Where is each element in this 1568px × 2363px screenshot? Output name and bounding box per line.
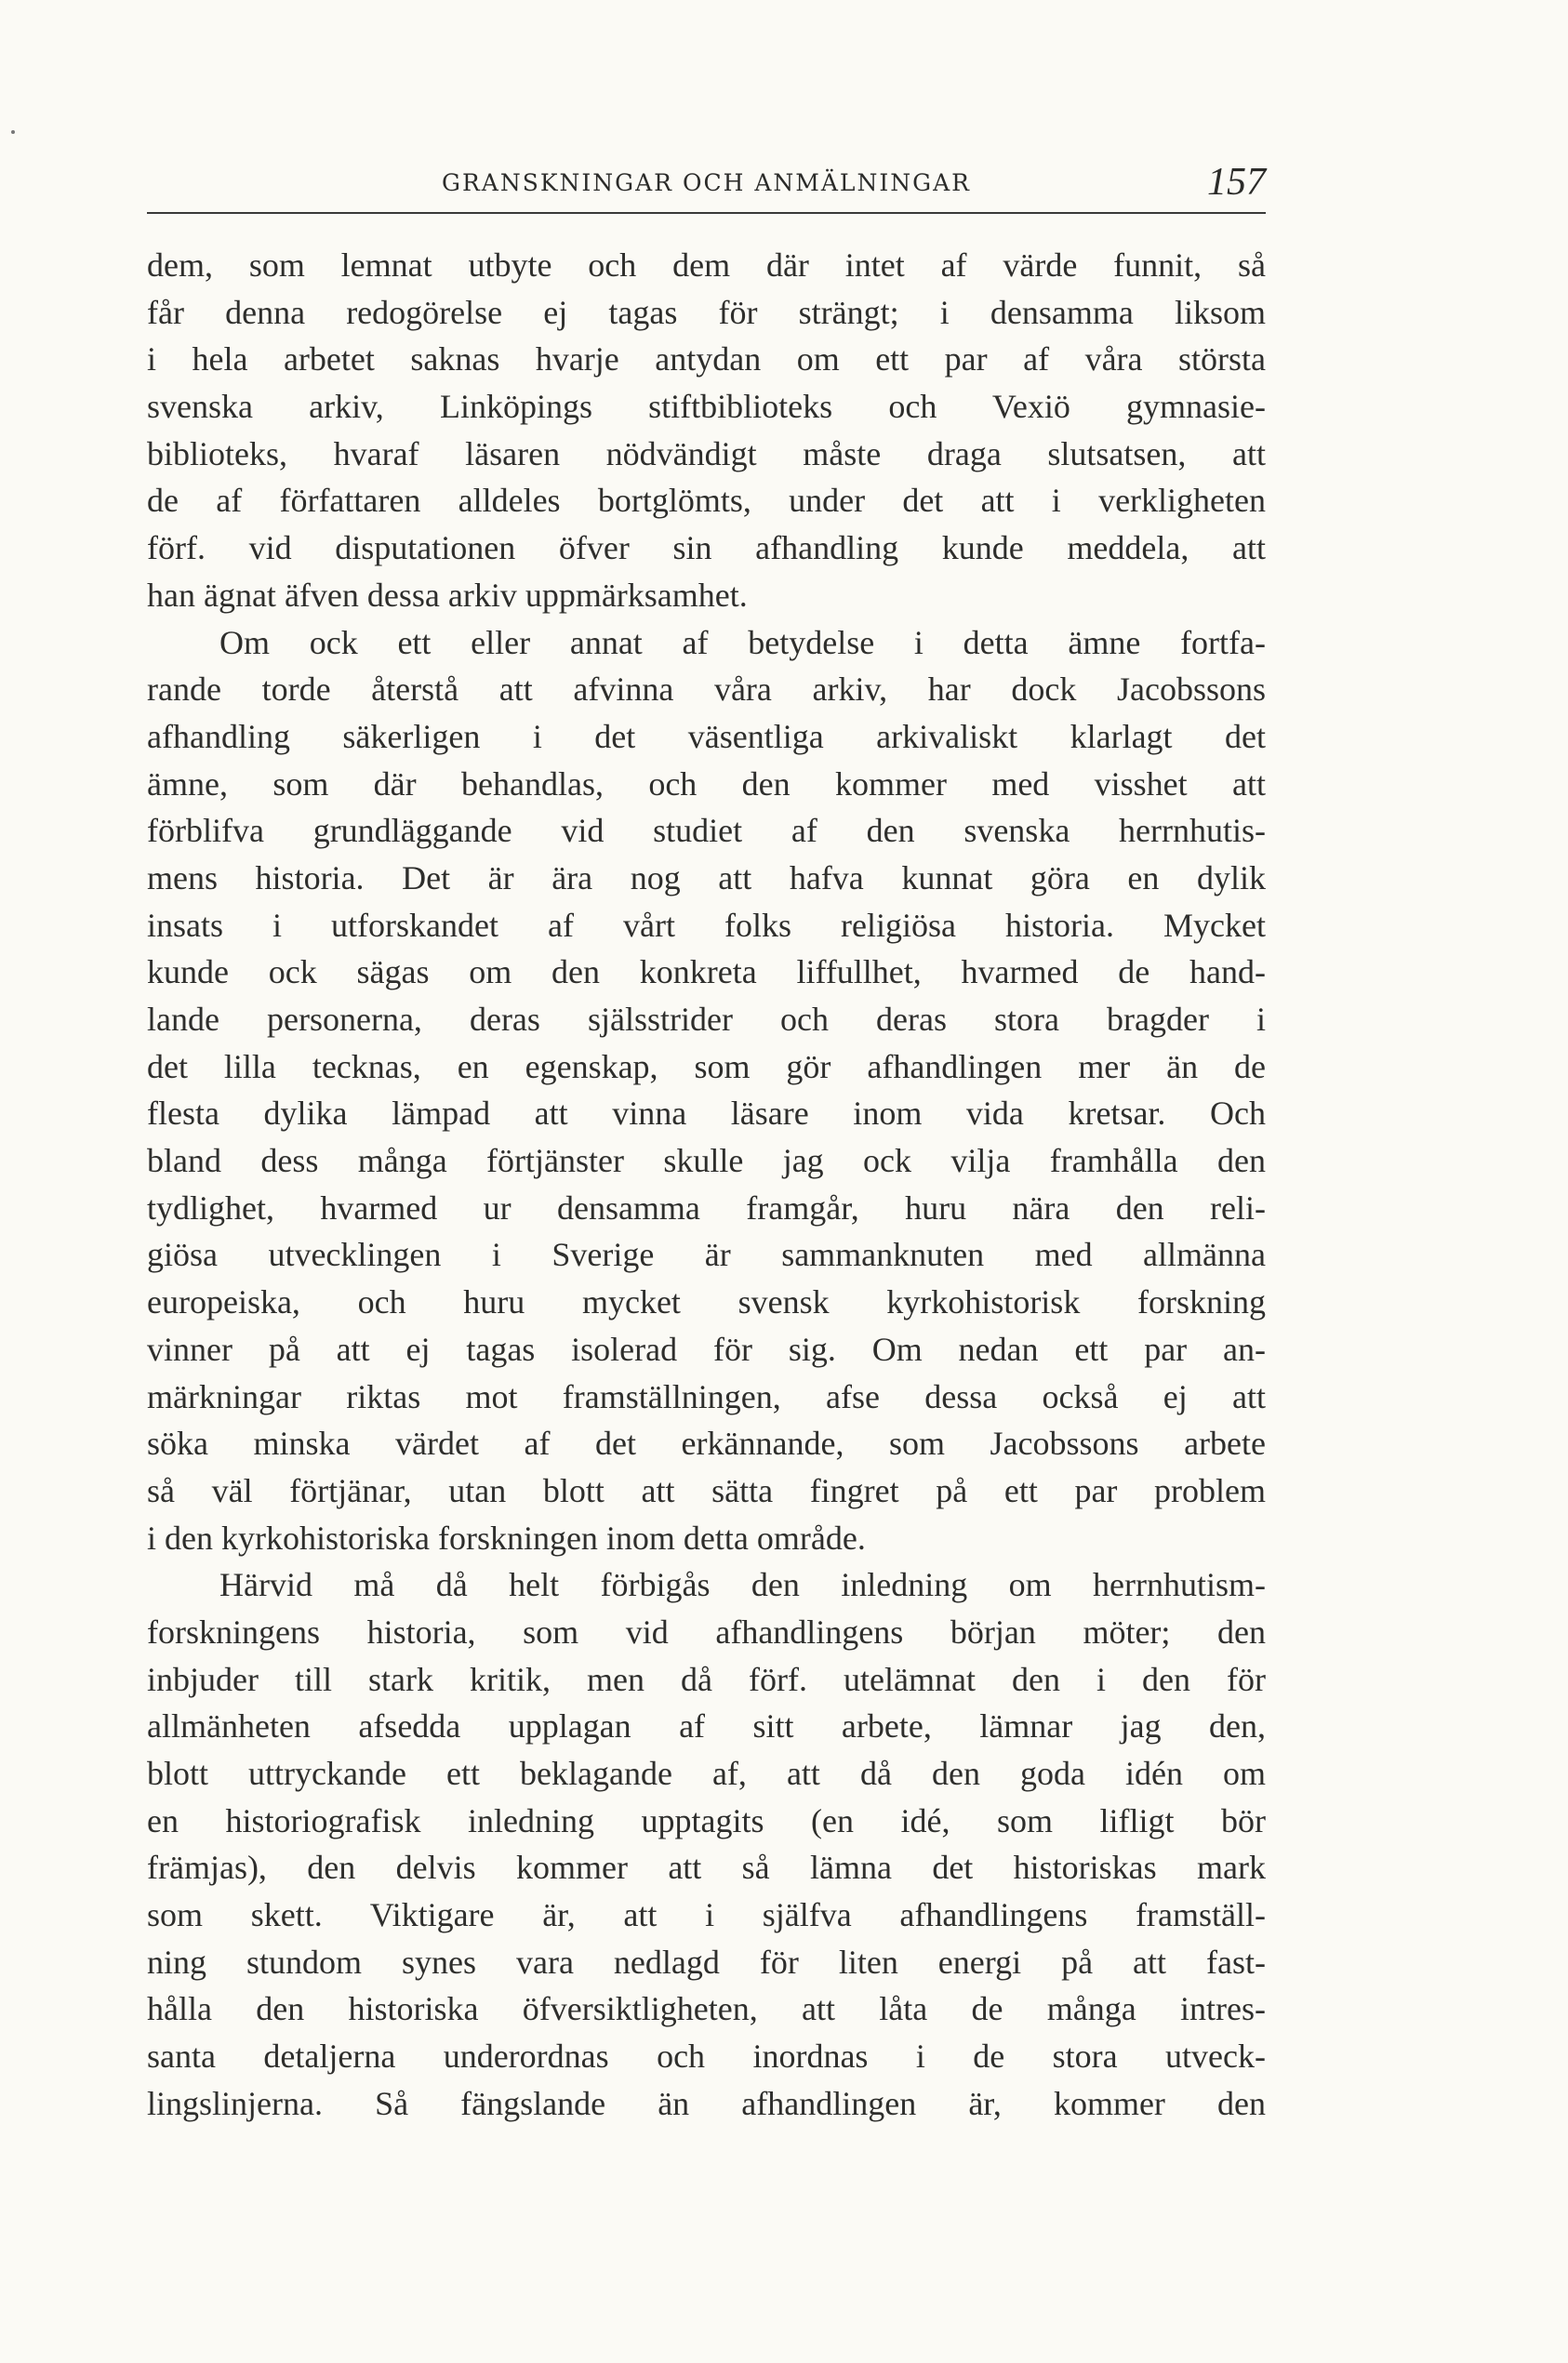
text-line: främjas), den delvis kommer att så lämna det historiskas mark [147,1849,1266,1887]
body-text [147,242,1266,2128]
running-header [147,156,1266,214]
text-line: i hela arbetet saknas hvarje antydan om ett par af våra största [147,340,1266,378]
text-line: som skett. Viktigare är, att i själfva afhandlingens framställ- [147,1896,1266,1934]
running-title: GRANSKNINGAR OCH ANMÄLNINGAR [442,169,971,196]
text-line: de af författaren alldeles bortglömts, under det att i verkligheten [147,482,1266,520]
text-line: förf. vid disputationen öfver sin afhandling kunde meddela, att [147,529,1266,567]
text-line: flesta dylika lämpad att vinna läsare inom vida kretsar. Och [147,1095,1266,1133]
text-line: mens historia. Det är ära nog att hafva kunnat göra en dylik [147,858,1266,896]
text-line: santa detaljerna underordnas och inordnas i de stora utveck- [147,2038,1266,2076]
text-line: lingslinjerna. Så fängslande än afhandlingen är, kommer den [147,2084,1266,2122]
text-line: giösa utvecklingen i Sverige är sammanknuten med allmänna [147,1236,1266,1274]
text-line: märkningar riktas mot framställningen, afse dessa också ej att [147,1377,1266,1415]
text-line: tydlighet, hvarmed ur densamma framgår, huru nära den reli- [147,1188,1266,1227]
text-line: ämne, som där behandlas, och den kommer med visshet att [147,764,1266,803]
text-line: förblifva grundläggande vid studiet af den svenska herrnhutis- [147,812,1266,850]
text-line: så väl förtjänar, utan blott att sätta fingret på ett par problem [147,1471,1266,1509]
text-line: vinner på att ej tagas isolerad för sig. Om nedan ett par an- [147,1330,1266,1368]
text-line: Om ock ett eller annat af betydelse i detta ämne fortfa- [219,623,1266,661]
text-line: kunde ock sägas om den konkreta liffullhet, hvarmed de hand- [147,953,1266,991]
text-line: afhandling säkerligen i det väsentliga arkivaliskt klarlagt det [147,717,1266,755]
text-line: blott uttryckande ett beklagande af, att då den goda idén om [147,1755,1266,1792]
text-line: lande personerna, deras själsstrider och deras stora bragder i [147,1001,1266,1038]
text-line: dem, som lemnat utbyte och dem där intet af värde funnit, så [147,246,1266,284]
text-line: europeiska, och huru mycket svensk kyrkohistorisk forskning [147,1283,1266,1321]
text-line: får denna redogörelse ej tagas för strängt; i densamma liksom [147,293,1266,331]
paper-speck [11,130,15,134]
text-line: i den kyrkohistoriska forskningen inom detta område. [147,1519,866,1557]
text-line: svenska arkiv, Linköpings stiftbiblioteks och Vexiö gymnasie- [147,388,1266,426]
text-line: ning stundom synes vara nedlagd för liten energi på att fast- [147,1943,1266,1981]
text-line: insats i utforskandet af vårt folks religiösa historia. Mycket [147,906,1266,944]
text-line: inbjuder till stark kritik, men då förf. utelämnat den i den för [147,1660,1266,1698]
text-line: hålla den historiska öfversiktligheten, att låta de många intres- [147,1990,1266,2028]
text-line: han ägnat äfven dessa arkiv uppmärksamhet. [147,576,748,614]
text-line: rande torde återstå att afvinna våra arkiv, har dock Jacobssons [147,670,1266,709]
text-line: det lilla tecknas, en egenskap, som gör afhandlingen mer än de [147,1047,1266,1085]
text-line: biblioteks, hvaraf läsaren nödvändigt måste draga slutsatsen, att [147,434,1266,472]
text-line: en historiografisk inledning upptagits (en idé, som lifligt bör [147,1801,1266,1839]
page-number: 157 [1207,161,1266,204]
text-line: forskningens historia, som vid afhandlingens början möter; den [147,1613,1266,1651]
text-line: söka minska värdet af det erkännande, som Jacobssons arbete [147,1425,1266,1463]
text-line: Härvid må då helt förbigås den inledning om herrnhutism- [219,1566,1266,1604]
text-line: bland dess många förtjänster skulle jag ock vilja framhålla den [147,1142,1266,1180]
text-line: allmänheten afsedda upplagan af sitt arbete, lämnar jag den, [147,1707,1266,1746]
